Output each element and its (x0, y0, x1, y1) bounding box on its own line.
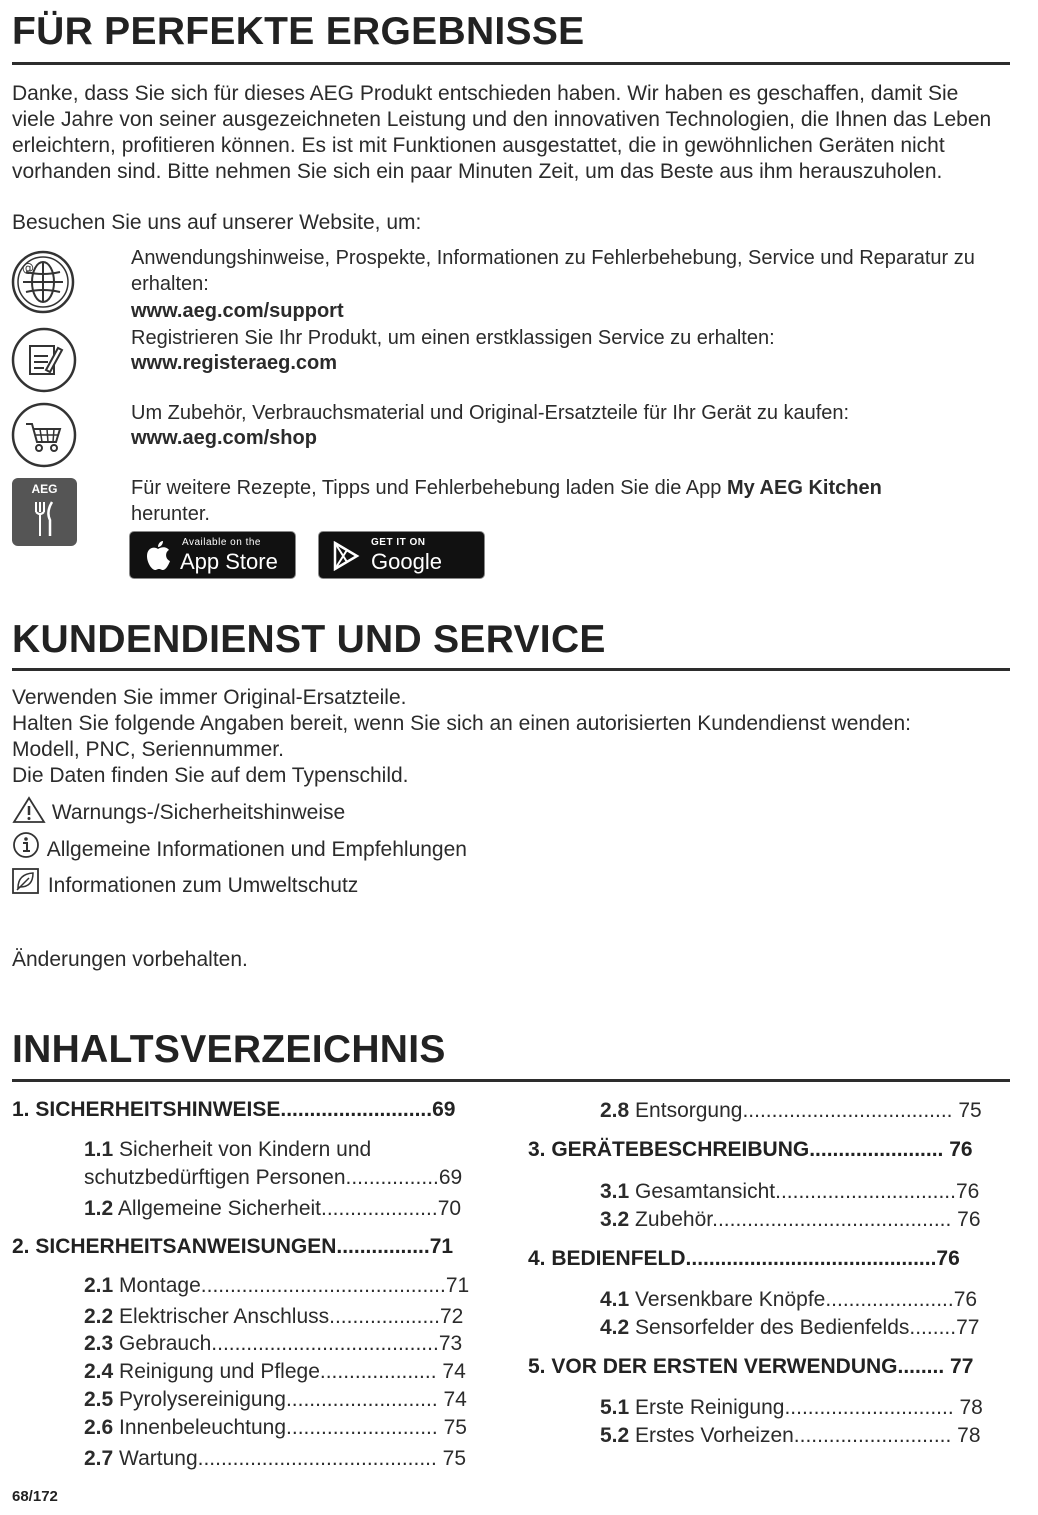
toc-text: Gebrauch.......................................73 (119, 1332, 463, 1355)
title-rule (12, 62, 1010, 65)
toc-num: 5.2 (600, 1424, 630, 1447)
toc-entry-4-1[interactable] (600, 1286, 977, 1314)
leaf-icon (12, 868, 42, 896)
toc-text: Zubehör......................................... 76 (635, 1208, 981, 1231)
toc-text: Pyrolysereinigung.......................... 74 (119, 1388, 467, 1411)
toc-entry-5-1[interactable] (600, 1394, 983, 1422)
google-play-badge[interactable] (318, 531, 485, 600)
register-form-icon (10, 326, 78, 399)
page-number: 68/172 (12, 1488, 58, 1505)
toc-text: Elektrischer Anschluss...................72 (119, 1305, 464, 1328)
toc-num: 4.1 (600, 1288, 630, 1311)
toc-entry-3-1[interactable] (600, 1178, 979, 1206)
section-title-toc: INHALTSVERZEICHNIS (12, 1028, 446, 1071)
app-store-label: App Store (180, 549, 278, 574)
title-rule (12, 1079, 1010, 1082)
warning-icon (12, 796, 46, 824)
toc-num: 2.8 (600, 1099, 630, 1122)
toc-text: Innenbeleuchtung.......................... 75 (119, 1416, 467, 1439)
toc-entry-1-1-cont[interactable] (84, 1164, 462, 1192)
app-name: My AEG Kitchen (726, 477, 882, 499)
toc-num: 2.1 (84, 1274, 114, 1297)
toc-text: Entsorgung.................................... 75 (635, 1099, 982, 1122)
app-text-post: herunter. (131, 503, 210, 525)
app-store-small: Available on the (182, 537, 261, 548)
toc-text: Wartung......................................... 75 (119, 1447, 467, 1470)
globe-icon (10, 250, 76, 319)
toc-entry-4-2[interactable] (600, 1314, 979, 1342)
app-text-pre: Für weitere Rezepte, Tipps und Fehlerbehebung laden Sie die App (131, 477, 722, 499)
toc-chapter-5[interactable]: 5. VOR DER ERSTEN VERWENDUNG........ 77 (528, 1355, 974, 1378)
toc-num: 2.7 (84, 1447, 114, 1470)
title-rule (12, 668, 1010, 671)
svg-text:@: @ (22, 261, 34, 275)
aeg-app-icon-label: AEG (31, 482, 58, 496)
service-line-1: Verwenden Sie immer Original-Ersatzteile. (12, 686, 407, 709)
toc-text: Erstes Vorheizen........................... 78 (635, 1424, 981, 1447)
toc-num: 1.2 (84, 1197, 114, 1220)
support-link[interactable]: www.aeg.com/support (131, 300, 344, 322)
legend-environment (12, 868, 358, 898)
app-text (131, 475, 1011, 527)
toc-text: Reinigung und Pflege.................... 74 (119, 1360, 466, 1383)
info-icon (12, 832, 42, 860)
toc-num: 2.4 (84, 1360, 114, 1383)
section-title-customer-service: KUNDENDIENST UND SERVICE (12, 618, 606, 661)
legend-warning-text: Warnungs-/Sicherheitshinweise (51, 801, 346, 824)
toc-entry-2-2[interactable] (84, 1303, 463, 1331)
legend-info-text: Allgemeine Informationen und Empfehlungen (46, 838, 467, 861)
toc-text: Allgemeine Sicherheit....................70 (117, 1197, 462, 1220)
legend-warning (12, 796, 345, 826)
google-play-small: GET IT ON (371, 537, 426, 548)
google-play-label: Google Play (371, 549, 442, 600)
play-icon (331, 541, 361, 571)
toc-chapter-2[interactable]: 2. SICHERHEITSANWEISUNGEN................71 (12, 1235, 454, 1258)
legend-info (12, 832, 467, 862)
register-text: Registrieren Sie Ihr Produkt, um einen erstklassigen Service zu erhalten: (131, 327, 775, 349)
toc-entry-2-1[interactable] (84, 1272, 469, 1300)
visit-text: Besuchen Sie uns auf unserer Website, um: (12, 211, 422, 234)
changes-reserved: Änderungen vorbehalten. (12, 948, 248, 971)
toc-num: 5.1 (600, 1396, 630, 1419)
toc-text: Montage..........................................71 (119, 1274, 470, 1297)
toc-text: Erste Reinigung............................. 78 (635, 1396, 983, 1419)
toc-entry-2-4[interactable] (84, 1358, 466, 1386)
intro-paragraph: Danke, dass Sie sich für dieses AEG Produkt entschieden haben. Wir haben es geschaffen, damit Sie viele Jahre von seiner ausgezeichneten Leistung und den innovativen Technologien, die Ihnen das Leben erleichtern, profitieren können. Es ist mit Funktionen ausgestattet, die in gewöhnlichen Geräten nicht vorhanden sind. Bitte nehmen Sie sich ein paar Minuten Zeit, um das Beste aus ihm herauszuholen. (12, 82, 992, 183)
shop-link[interactable]: www.aeg.com/shop (131, 427, 317, 449)
service-line-3: Die Daten finden Sie auf dem Typenschild. (12, 764, 409, 787)
toc-text: Versenkbare Knöpfe......................76 (635, 1288, 978, 1311)
toc-entry-2-6[interactable] (84, 1414, 467, 1442)
toc-text: Sensorfelder des Bedienfelds........77 (635, 1316, 980, 1339)
toc-num: 4.2 (600, 1316, 630, 1339)
toc-entry-1-2[interactable] (84, 1195, 461, 1223)
toc-num: 3.2 (600, 1208, 630, 1231)
toc-num: 2.2 (84, 1305, 114, 1328)
toc-num: 3.1 (600, 1180, 630, 1203)
toc-entry-3-2[interactable] (600, 1206, 981, 1234)
aeg-app-icon (12, 478, 77, 546)
toc-num: 2.5 (84, 1388, 114, 1411)
toc-entry-2-7[interactable] (84, 1445, 466, 1473)
legend-environment-text: Informationen zum Umweltschutz (47, 874, 359, 897)
app-store-badge[interactable] (129, 531, 296, 579)
toc-entry-2-3[interactable] (84, 1330, 462, 1358)
apple-icon (144, 540, 172, 572)
toc-chapter-4[interactable]: 4. BEDIENFELD...........................................76 (528, 1247, 960, 1270)
toc-num: 1.1 (84, 1138, 114, 1161)
toc-entry-2-5[interactable] (84, 1386, 467, 1414)
toc-num: 2.6 (84, 1416, 114, 1439)
toc-text: schutzbedürftigen Personen................69 (84, 1166, 463, 1189)
toc-entry-5-2[interactable] (600, 1422, 981, 1450)
toc-chapter-3[interactable]: 3. GERÄTEBESCHREIBUNG....................... 76 (528, 1138, 973, 1161)
toc-entry-2-8[interactable] (600, 1097, 982, 1125)
service-line-2: Halten Sie folgende Angaben bereit, wenn Sie sich an einen autorisierten Kundendienst wenden: Modell, PNC, Seriennummer. (12, 712, 911, 761)
toc-text: Sicherheit von Kindern und (119, 1138, 372, 1161)
register-link[interactable]: www.registeraeg.com (131, 352, 337, 374)
toc-text: Gesamtansicht...............................76 (635, 1180, 980, 1203)
section-title-perfect-results: FÜR PERFEKTE ERGEBNISSE (12, 10, 585, 53)
toc-entry-1-1[interactable] (84, 1136, 371, 1164)
shopping-cart-icon (10, 402, 78, 473)
toc-chapter-1[interactable]: 1. SICHERHEITSHINWEISE..........................69 (12, 1098, 456, 1121)
toc-num: 2.3 (84, 1332, 114, 1355)
support-text: Anwendungshinweise, Prospekte, Informationen zu Fehlerbehebung, Service und Reparatur zu erhalten: (131, 247, 975, 295)
shop-text: Um Zubehör, Verbrauchsmaterial und Original-Ersatzteile für Ihr Gerät zu kaufen: (131, 402, 850, 424)
